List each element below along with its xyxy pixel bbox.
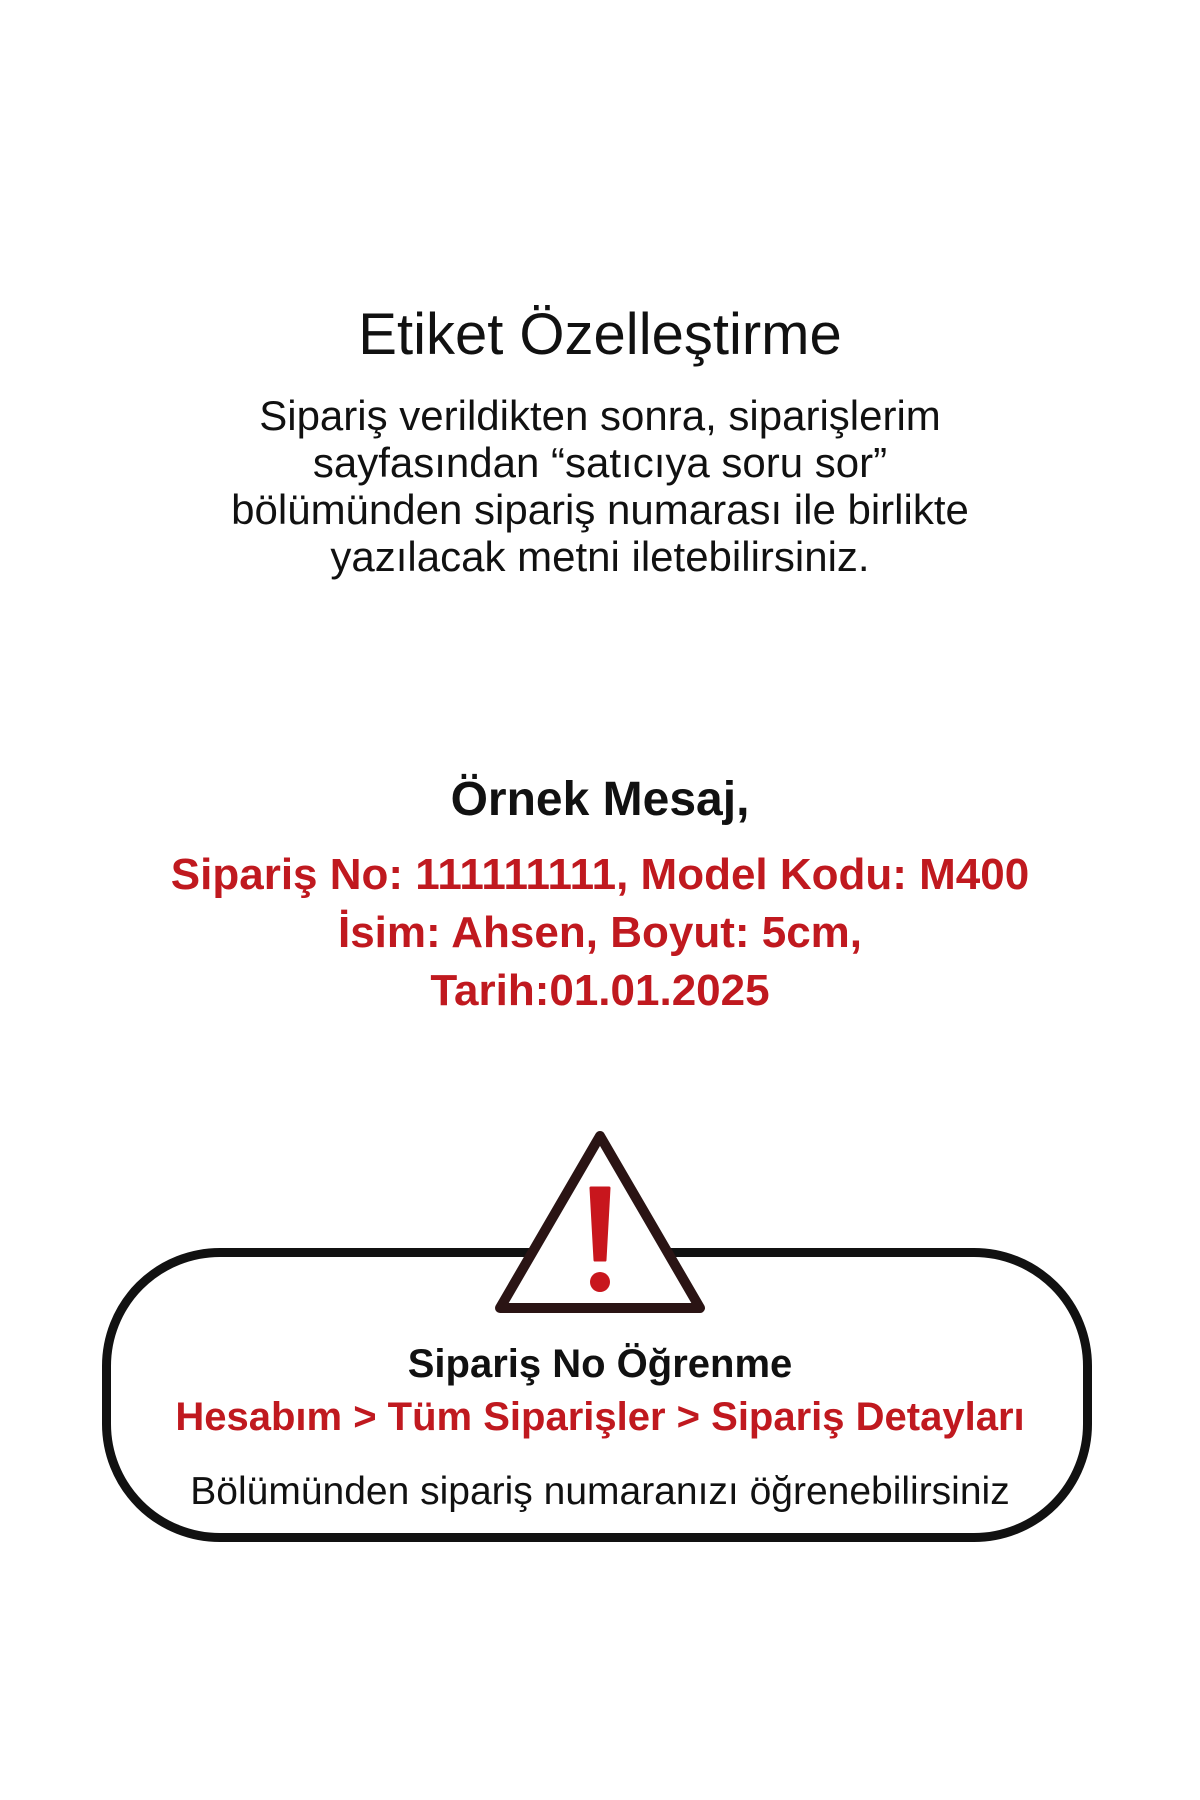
navigation-path: Hesabım > Tüm Siparişler > Sipariş Detayları — [175, 1395, 1025, 1439]
example-line: Tarih:01.01.2025 — [430, 966, 770, 1015]
description-line: bölümünden sipariş numarası ile birlikte — [231, 486, 969, 533]
page-title: Etiket Özelleştirme — [358, 302, 842, 367]
warning-icon — [490, 1124, 710, 1320]
description-line: Sipariş verildikten sonra, siparişlerim — [259, 392, 941, 439]
example-heading: Örnek Mesaj, — [450, 773, 750, 826]
notice-text: Bölümünden sipariş numaranızı öğrenebilirsiniz — [190, 1470, 1010, 1513]
description-line: sayfasından “satıcıya soru sor” — [312, 439, 888, 486]
example-line: İsim: Ahsen, Boyut: 5cm, — [337, 908, 863, 957]
example-message — [0, 846, 1200, 1020]
description-line: yazılacak metni iletebilirsiniz. — [330, 533, 870, 580]
notice-title: Sipariş No Öğrenme — [407, 1342, 793, 1386]
description-text — [150, 392, 1050, 580]
example-line: Sipariş No: 111111111, Model Kodu: M400 — [170, 850, 1030, 899]
